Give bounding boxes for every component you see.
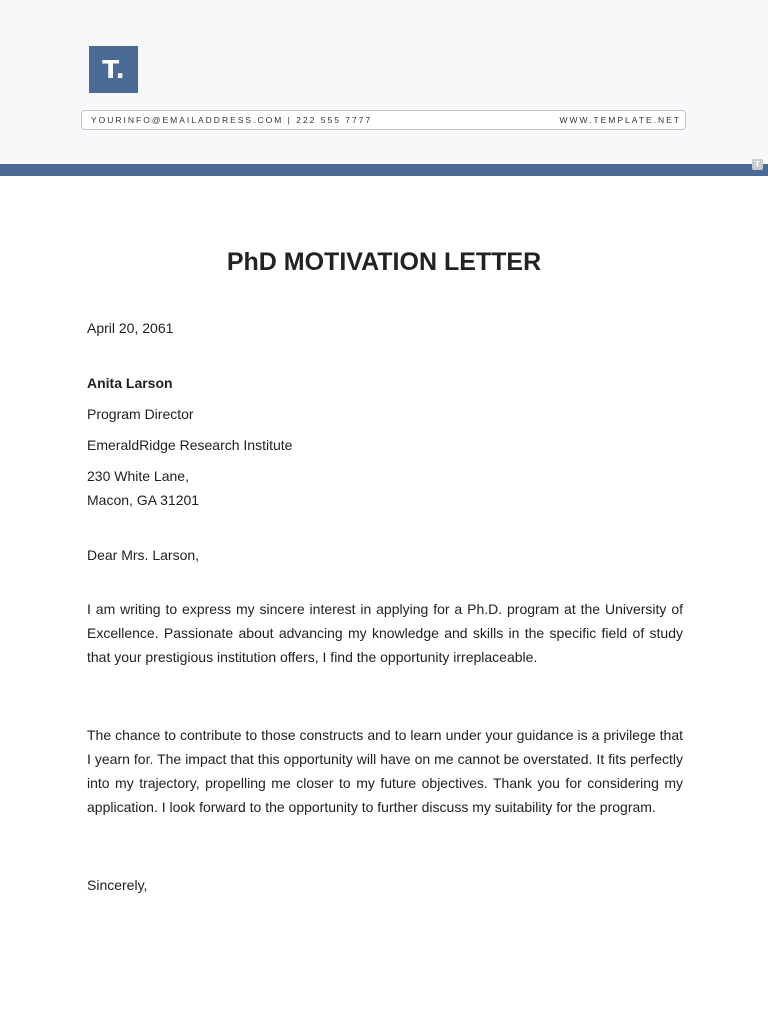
logo bbox=[89, 46, 138, 93]
recipient-title: Program Director bbox=[87, 406, 194, 422]
address-line-2: Macon, GA 31201 bbox=[87, 492, 200, 508]
logo-letter: T. bbox=[102, 55, 125, 84]
body-paragraph-2: The chance to contribute to those constructs and to learn under your guidance is a privilege that I yearn for. The impact that this opportunity will have on me cannot be overstated. It fits perfectly into my trajectory, propelling me closer to my future objectives. Thank you for considering my application. I look forward to the opportunity to further discuss my suitability for the program. bbox=[87, 727, 683, 815]
recipient-name: Anita Larson bbox=[87, 375, 173, 391]
template-mark-icon: T bbox=[752, 159, 763, 170]
body-paragraph-1: I am writing to express my sincere interest in applying for a Ph.D. program at the University of Excellence. Passionate about advancing my knowledge and skills in the specific field of study that your prestigious institution offers, I find the opportunity irreplaceable. bbox=[87, 601, 683, 665]
recipient-organization: EmeraldRidge Research Institute bbox=[87, 437, 293, 453]
letter-title: PhD MOTIVATION LETTER bbox=[226, 248, 542, 276]
address-line-1: 230 White Lane, bbox=[87, 468, 189, 484]
contact-bar bbox=[81, 110, 686, 130]
contact-info: YOURINFO@EMAILADDRESS.COM | 222 555 7777 bbox=[91, 115, 373, 125]
salutation: Dear Mrs. Larson, bbox=[87, 547, 200, 563]
header-accent-bar bbox=[0, 164, 768, 176]
letter-date: April 20, 2061 bbox=[87, 320, 174, 336]
website-link[interactable]: WWW.TEMPLATE.NET bbox=[559, 115, 681, 125]
closing: Sincerely, bbox=[87, 877, 148, 893]
